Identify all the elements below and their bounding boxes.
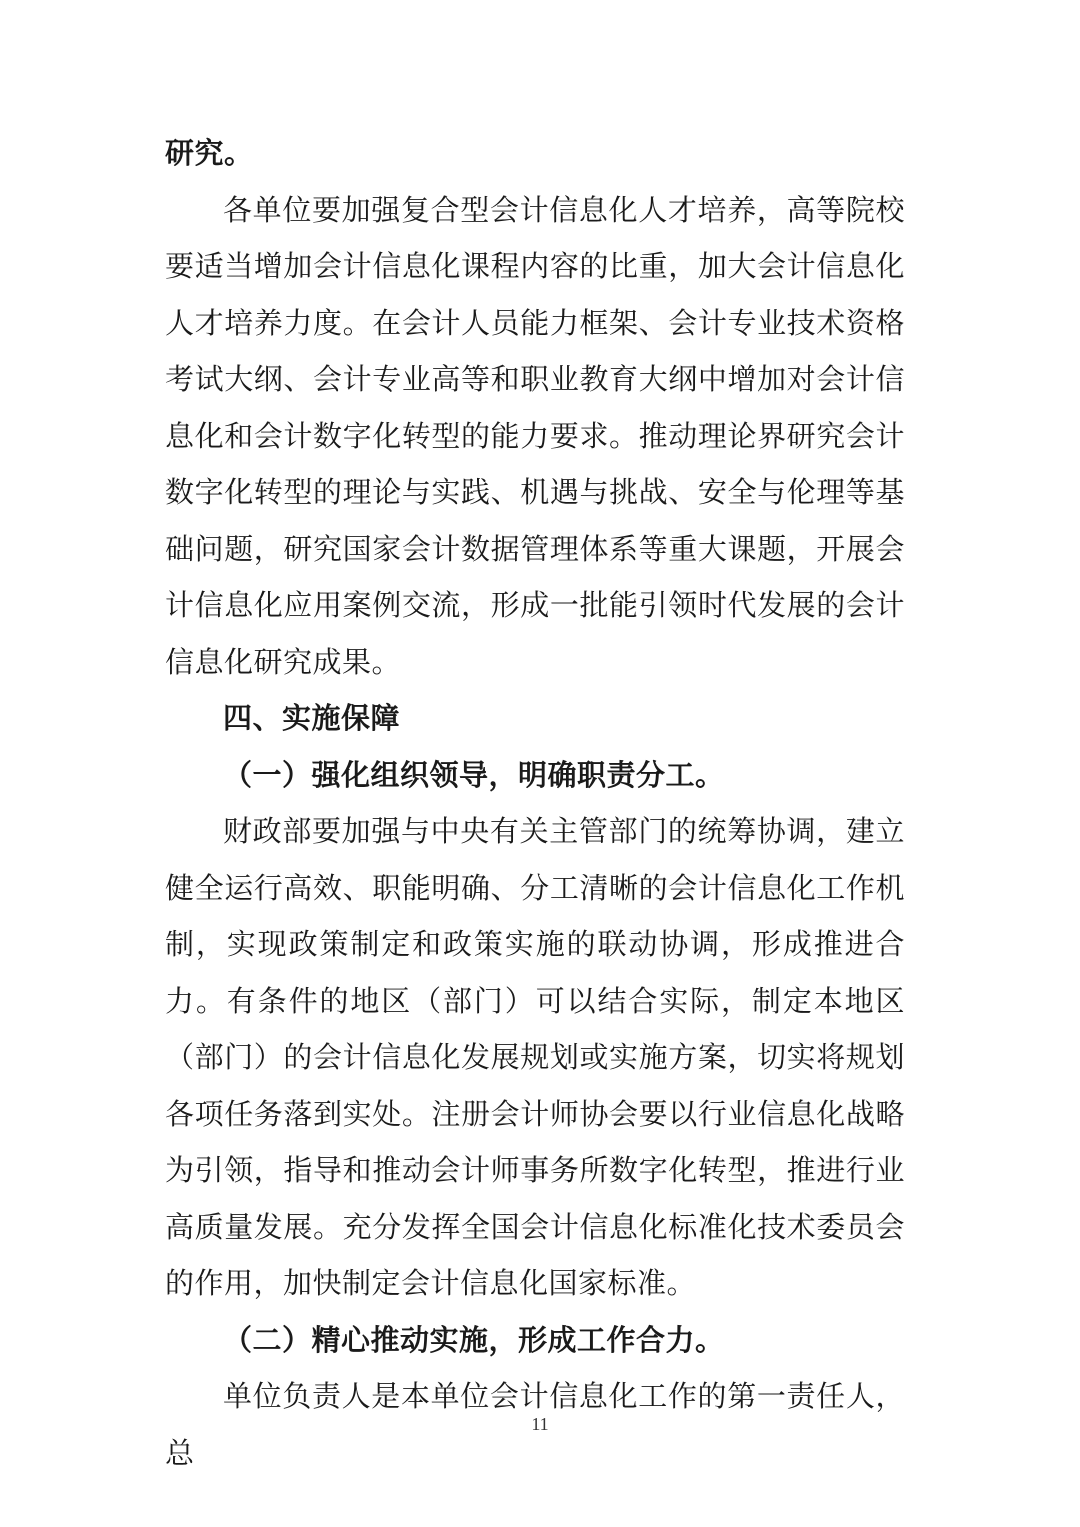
document-body bbox=[165, 125, 905, 1481]
subsection-heading-1: （一）强化组织领导，明确职责分工。 bbox=[223, 757, 725, 792]
section-heading: 四、实施保障 bbox=[223, 701, 401, 735]
paragraph-continuation: 研究。 bbox=[165, 136, 254, 170]
page-number: 11 bbox=[531, 1414, 549, 1434]
paragraph-responsibility: 单位负责人是本单位会计信息化工作的第一责任人，总 bbox=[165, 1379, 905, 1470]
paragraph-talent-training: 各单位要加强复合型会计信息化人才培养，高等院校要适当增加会计信息化课程内容的比重，加大会计信息化人才培养力度。在会计人员能力框架、会计专业技术资格考试大纲、会计专业高等和职业教育大纲中增加对会计信息化和会计数字化转型的能力要求。推动理论界研究会计数字化转型的理论与实践、机遇与挑战、安全与伦理等基础问题，研究国家会计数据管理体系等重大课题，开展会计信息化应用案例交流，形成一批能引领时代发展的会计信息化研究成果。 bbox=[165, 192, 905, 679]
subsection-heading-2: （二）精心推动实施，形成工作合力。 bbox=[223, 1322, 725, 1357]
paragraph-organization: 财政部要加强与中央有关主管部门的统筹协调，建立健全运行高效、职能明确、分工清晰的会计信息化工作机制，实现政策制定和政策实施的联动协调，形成推进合力。有条件的地区（部门）可以结合实际，制定本地区（部门）的会计信息化发展规划或实施方案，切实将规划各项任务落到实处。注册会计师协会要以行业信息化战略为引领，指导和推动会计师事务所数字化转型，推进行业高质量发展。充分发挥全国会计信息化标准化技术委员会的作用，加快制定会计信息化国家标准。 bbox=[165, 814, 905, 1300]
